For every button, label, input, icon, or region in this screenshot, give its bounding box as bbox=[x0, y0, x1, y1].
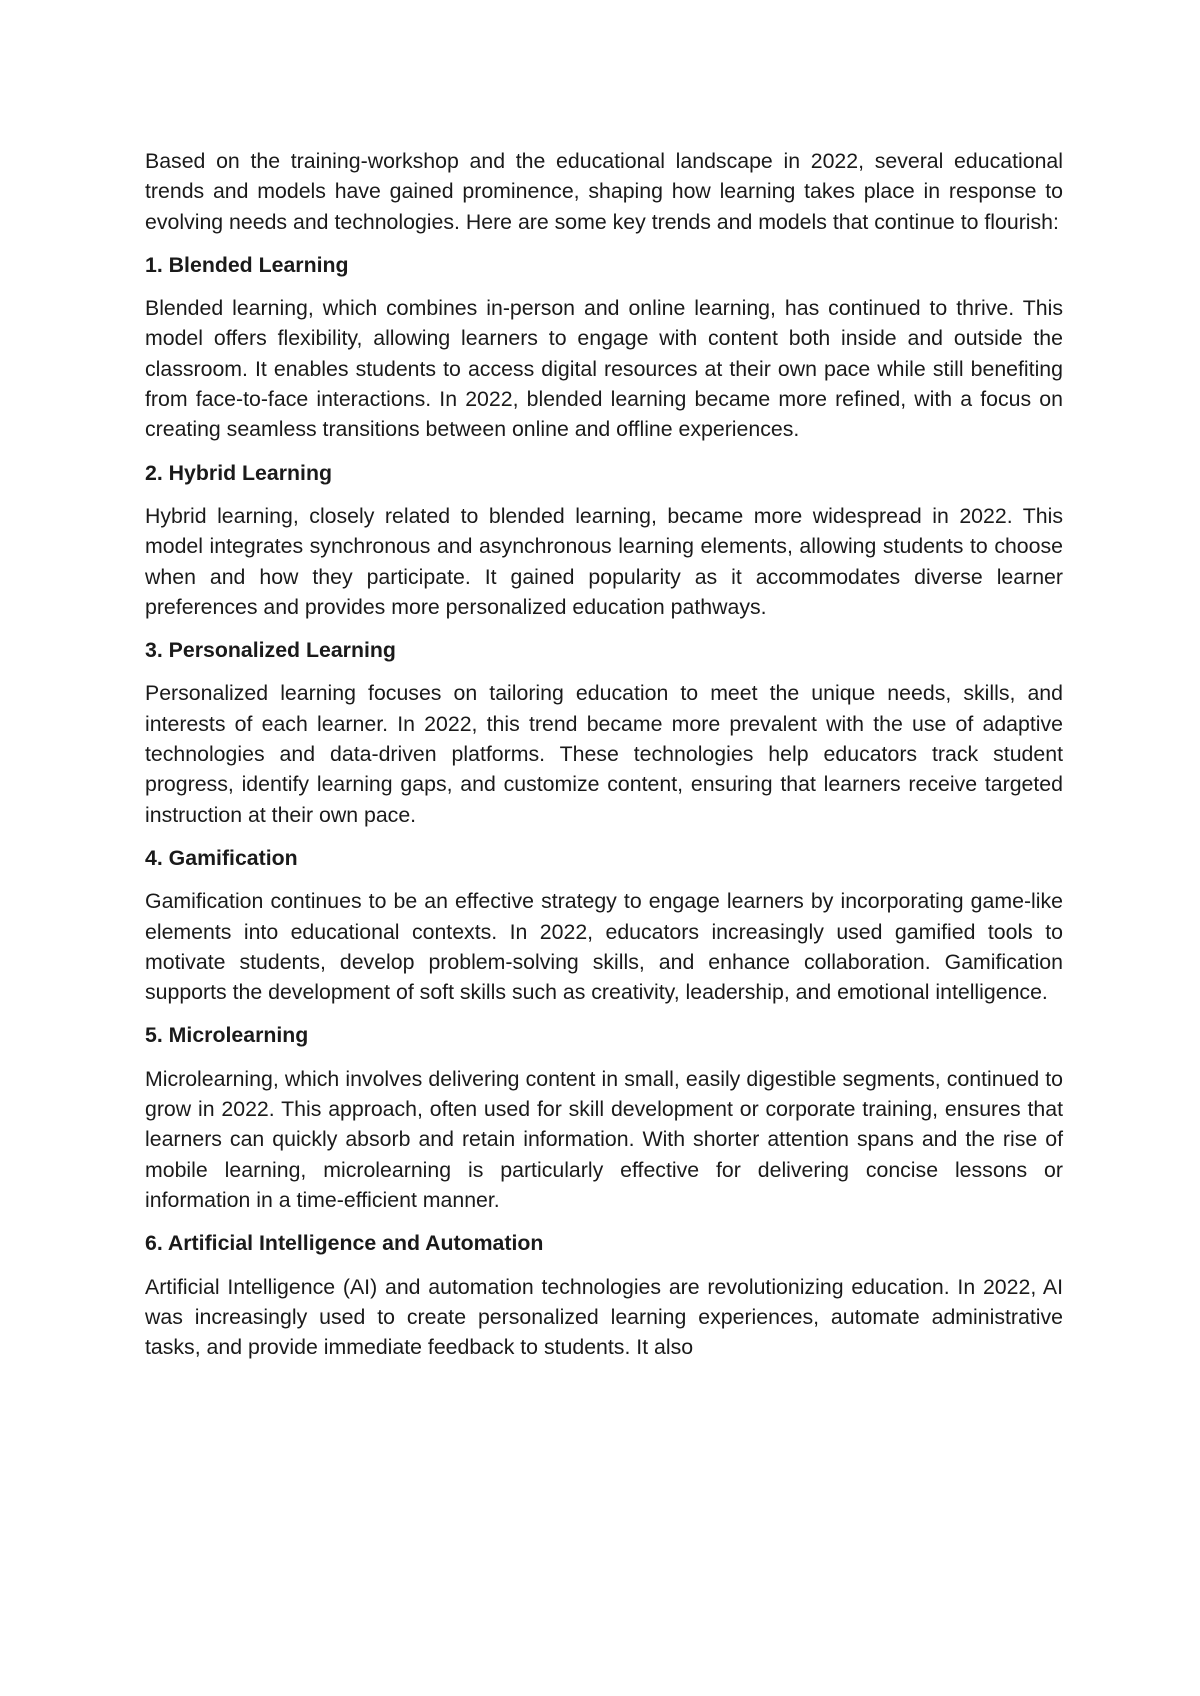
document-body bbox=[145, 146, 1063, 1375]
section-heading-hybrid-learning: 2. Hybrid Learning bbox=[145, 460, 332, 485]
section-body-gamification: Gamification continues to be an effective strategy to engage learners by incorporating game-like elements into educational contexts. In 2022, educators increasingly used gamified tools to motivate students, develop problem-solving skills, and enhance collaboration. Gamification supports the development of soft skills such as creativity, leadership, and emotional intelligence. bbox=[145, 889, 1063, 1005]
section-body-hybrid-learning: Hybrid learning, closely related to blended learning, became more widespread in 2022. This model integrates synchronous and asynchronous learning elements, allowing students to choose when and how they participate. It gained popularity as it accommodates diverse learner preferences and provides more personalized education pathways. bbox=[145, 503, 1063, 619]
intro-paragraph: Based on the training-workshop and the educational landscape in 2022, several educational trends and models have gained prominence, shaping how learning takes place in response to evolving needs and technologies. Here are some key trends and models that continue to flourish: bbox=[145, 149, 1063, 234]
section-heading-blended-learning: 1. Blended Learning bbox=[145, 252, 349, 277]
section-heading-gamification: 4. Gamification bbox=[145, 845, 298, 870]
section-body-microlearning: Microlearning, which involves delivering content in small, easily digestible segments, continued to grow in 2022. This approach, often used for skill development or corporate training, ensures that learners can quickly absorb and retain information. With shorter attention spans and the rise of mobile learning, microlearning is particularly effective for delivering concise lessons or information in a time-efficient manner. bbox=[145, 1066, 1063, 1212]
section-body-ai-automation: Artificial Intelligence (AI) and automation technologies are revolutionizing education. In 2022, AI was increasingly used to create personalized learning experiences, automate administrative tasks, and provide immediate feedback to students. It also bbox=[145, 1274, 1063, 1360]
section-body-personalized-learning: Personalized learning focuses on tailoring education to meet the unique needs, skills, and interests of each learner. In 2022, this trend became more prevalent with the use of adaptive technologies and data-driven platforms. These technologies help educators track student progress, identify learning gaps, and customize content, ensuring that learners receive targeted instruction at their own pace. bbox=[145, 681, 1063, 827]
section-heading-ai-automation: 6. Artificial Intelligence and Automation bbox=[145, 1231, 544, 1256]
section-heading-personalized-learning: 3. Personalized Learning bbox=[145, 638, 396, 663]
section-heading-microlearning: 5. Microlearning bbox=[145, 1023, 309, 1048]
section-body-blended-learning: Blended learning, which combines in-person and online learning, has continued to thrive. This model offers flexibility, allowing learners to engage with content both inside and outside the classroom. It enables students to access digital resources at their own pace while still benefiting from face-to-face interactions. In 2022, blended learning became more refined, with a focus on creating seamless transitions between online and offline experiences. bbox=[145, 296, 1063, 442]
